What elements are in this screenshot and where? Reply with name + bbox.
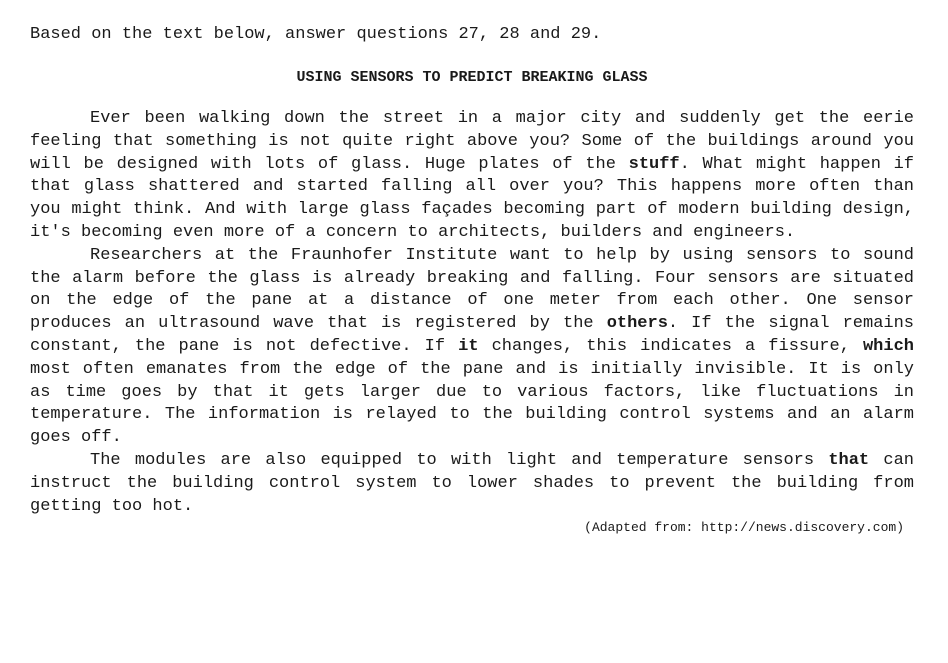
paragraph-3-text-a: The modules are also equipped to with light and temperature sensors	[90, 450, 829, 470]
paragraph-1-text-a: Ever been walking down the street in a major city and suddenly get the eerie feeling that something is not quite right above you? Some of the buildings around you will be designed with lots of glass. Huge plates of the	[30, 109, 914, 174]
paragraph-3	[30, 450, 914, 518]
highlighted-word-which: which	[862, 336, 914, 356]
paragraph-2-text-c: . If the signal remains constant, the pane is not defective. If	[30, 314, 915, 356]
highlighted-word-others: others	[606, 314, 668, 334]
highlighted-word-it: it	[458, 336, 479, 356]
paragraph-2-text-g: most often emanates from the edge of the pane and is initially invisible. It is only as time goes by that it gets larger due to various factors, like fluctuations in temperature. The information is relayed to the building control systems and an alarm goes off.	[30, 359, 914, 448]
paragraph-2	[30, 245, 914, 450]
instruction-text: Based on the text below, answer questions 27, 28 and 29.	[30, 25, 602, 44]
source-citation: (Adapted from: http://news.discovery.com)	[584, 520, 904, 536]
paragraph-2-text-e: changes, this indicates a fissure,	[478, 336, 863, 356]
paragraph-3-text-c: can instruct the building control system to lower shades to prevent the building from getting too hot.	[30, 450, 915, 516]
highlighted-word-that: that	[828, 450, 870, 470]
paragraph-1	[30, 108, 914, 245]
paragraph-1-text-c: . What might happen if that glass shattered and started falling all over you? This happens more often than you might think. And with large glass façades becoming part of modern building design, it's becoming even more of a concern to architects, builders and engineers.	[30, 154, 915, 242]
article-title: USING SENSORS TO PREDICT BREAKING GLASS	[296, 69, 648, 86]
document-page	[30, 24, 914, 537]
highlighted-word-stuff: stuff	[628, 154, 680, 174]
paragraph-2-text-a: Researchers at the Fraunhofer Institute want to help by using sensors to sound the alarm before the glass is already breaking and falling. Four sensors are situated on the edge of the pane at a distance of one meter from each other. One sensor produces an ultrasound wave that is registered by the	[30, 245, 914, 334]
